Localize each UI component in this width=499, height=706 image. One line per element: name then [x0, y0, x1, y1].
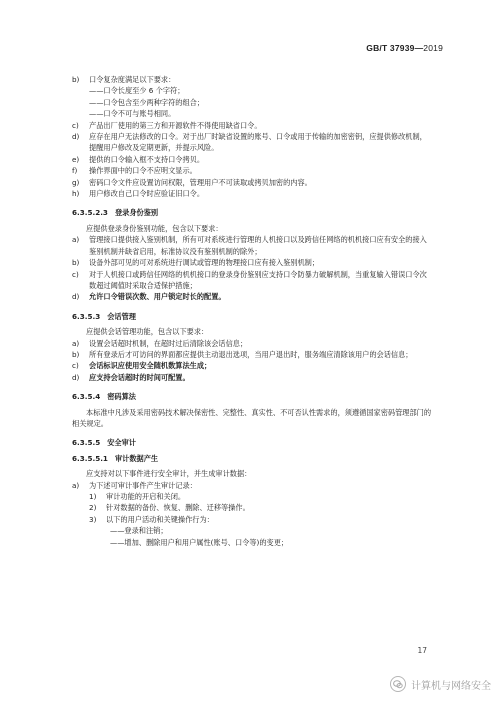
list-item [72, 349, 432, 360]
paragraph: 应提供会话管理功能，包含以下要求： [86, 327, 209, 337]
item-text: 所有登录后才可访问的界面都应提供主动退出选项，当用户退出时，服务端应清除该用户的会话信息； [89, 349, 413, 359]
watermark-text: 计算机与网络安全 [411, 680, 491, 692]
item-text: 允许口令错误次数、用户锁定时长的配置。 [89, 292, 226, 302]
page-number: 17 [417, 646, 427, 655]
list-item [72, 291, 432, 302]
spacer [72, 383, 432, 388]
numbered-subitem [72, 514, 432, 525]
section-heading [72, 453, 432, 464]
item-label: b) [72, 349, 80, 359]
item-text: 密码口令文件应设置访问权限，管理用户不可读取或拷贝加密的内容。 [89, 177, 312, 187]
item-text: 为下述可审计事件产生审计记录： [89, 480, 197, 490]
list-item [72, 269, 432, 292]
dash-item: ——增加、删除用户和用户属性(账号、口令等)的变更； [110, 537, 289, 547]
item-label: 2) [89, 503, 97, 513]
list-item [72, 131, 432, 154]
item-text: 针对数据的备份、恢复、删除、迁移等操作。 [106, 503, 250, 513]
item-text: 提供的口令输入框不支持口令拷贝。 [89, 154, 205, 164]
item-text: 对于人机接口或跨信任网络的机机接口的登录身份鉴别应支持口令防暴力破解机制，当重复输入错误口令次数超过阈值时采取合适保护措施； [89, 269, 427, 290]
paragraph: 应支持对以下事件进行安全审计，并生成审计数据： [86, 469, 252, 479]
item-text: 产品出厂使用的第三方和开源软件不得使用缺省口令。 [89, 120, 262, 130]
item-label: a) [72, 235, 80, 245]
item-label: g) [72, 177, 80, 187]
spacer [72, 429, 432, 434]
list-item [72, 177, 432, 188]
section-title: 登录身份鉴别 [114, 208, 159, 218]
list-item [72, 74, 432, 85]
paragraph: 应提供登录身份鉴别功能，包含以下要求： [86, 223, 223, 233]
item-text: 操作界面中的口令不应明文显示。 [89, 166, 197, 176]
list-item [72, 360, 432, 371]
item-label: c) [72, 120, 79, 130]
item-label: d) [72, 292, 80, 302]
section-number: 6.3.5.3 [72, 311, 101, 321]
section-title: 密码算法 [107, 392, 136, 402]
paragraph: 本标准中凡涉及采用密码技术解决保密性、完整性、真实性、不可否认性需求的，须遵循国家密码管理部门的相关规定。 [72, 407, 432, 428]
list-item [72, 372, 432, 383]
item-text: 设备外部可见的可对系统进行调试或管理的物理接口应有接入鉴别机制； [89, 258, 320, 268]
section-number: 6.3.5.5.1 [72, 453, 108, 463]
list-item [72, 257, 432, 268]
item-label: 3) [89, 514, 97, 524]
list-item [72, 165, 432, 176]
item-text: 会话标识应使用安全随机数算法生成； [89, 361, 212, 371]
item-label: b) [72, 258, 80, 268]
section-title: 审计数据产生 [114, 453, 159, 463]
list-item [72, 154, 432, 165]
spacer [72, 199, 432, 204]
item-label: f) [72, 166, 78, 176]
item-text: 应支持会话超时的时间可配置。 [89, 372, 190, 382]
watermark [390, 676, 491, 692]
standard-code: GB/T 37939 [366, 43, 415, 53]
item-text: 以下的用户活动和关键操作行为： [106, 514, 214, 524]
item-label: a) [72, 480, 80, 490]
section-heading [72, 391, 432, 402]
standard-separator: — [414, 43, 424, 53]
section-number: 6.3.5.5 [72, 438, 101, 448]
section-number: 6.3.5.2.3 [72, 208, 108, 218]
list-item [72, 338, 432, 349]
list-item [72, 480, 432, 491]
list-item [72, 234, 432, 257]
dash-item: ——登录和注销； [110, 526, 168, 536]
dash-item: ——口令包含至少两种字符的组合； [89, 97, 205, 107]
section-heading [72, 311, 432, 322]
item-label: c) [72, 269, 79, 279]
numbered-subitem [72, 502, 432, 513]
item-label: b) [72, 75, 80, 84]
item-label: a) [72, 338, 80, 348]
item-text: 应存在用户无法修改的口令。对于出厂时缺省设置的账号、口令或用于传输的加密密钥，应提供修改机制，提醒用户修改及定期更新，并提示风险。 [89, 132, 427, 153]
item-text: 审计功能的开启和关闭。 [106, 492, 186, 501]
dash-item: ——口令长度至少 6 个字符； [89, 86, 185, 96]
item-label: e) [72, 154, 80, 164]
section-heading [72, 437, 432, 448]
spacer [72, 303, 432, 308]
item-label: 1) [89, 492, 97, 501]
item-text: 管理接口提供接入鉴别机制，所有可对系统进行管理的人机接口以及跨信任网络的机机接口应有安全的接入鉴别机制并缺省启用，标准协议没有鉴别机制的除外； [89, 235, 427, 256]
numbered-subitem [72, 491, 432, 502]
standard-number [366, 43, 443, 53]
item-label: d) [72, 132, 80, 142]
document-body [72, 74, 432, 548]
section-heading [72, 207, 432, 218]
list-item [72, 120, 432, 131]
item-text: 设置会话超时机制，在超时过后清除该会话信息； [89, 338, 248, 348]
item-label: d) [72, 372, 80, 382]
item-label: h) [72, 189, 80, 199]
item-text: 口令复杂度满足以下要求： [89, 75, 176, 84]
standard-year: 2019 [423, 43, 443, 53]
dash-item: ——口令不可与账号相同。 [89, 109, 176, 119]
section-title: 会话管理 [107, 311, 136, 321]
item-label: c) [72, 361, 79, 371]
section-number: 6.3.5.4 [72, 392, 101, 402]
list-item [72, 188, 432, 199]
wechat-icon [390, 676, 406, 692]
item-text: 用户修改自己口令时应验证旧口令。 [89, 189, 205, 199]
section-title: 安全审计 [107, 438, 136, 448]
